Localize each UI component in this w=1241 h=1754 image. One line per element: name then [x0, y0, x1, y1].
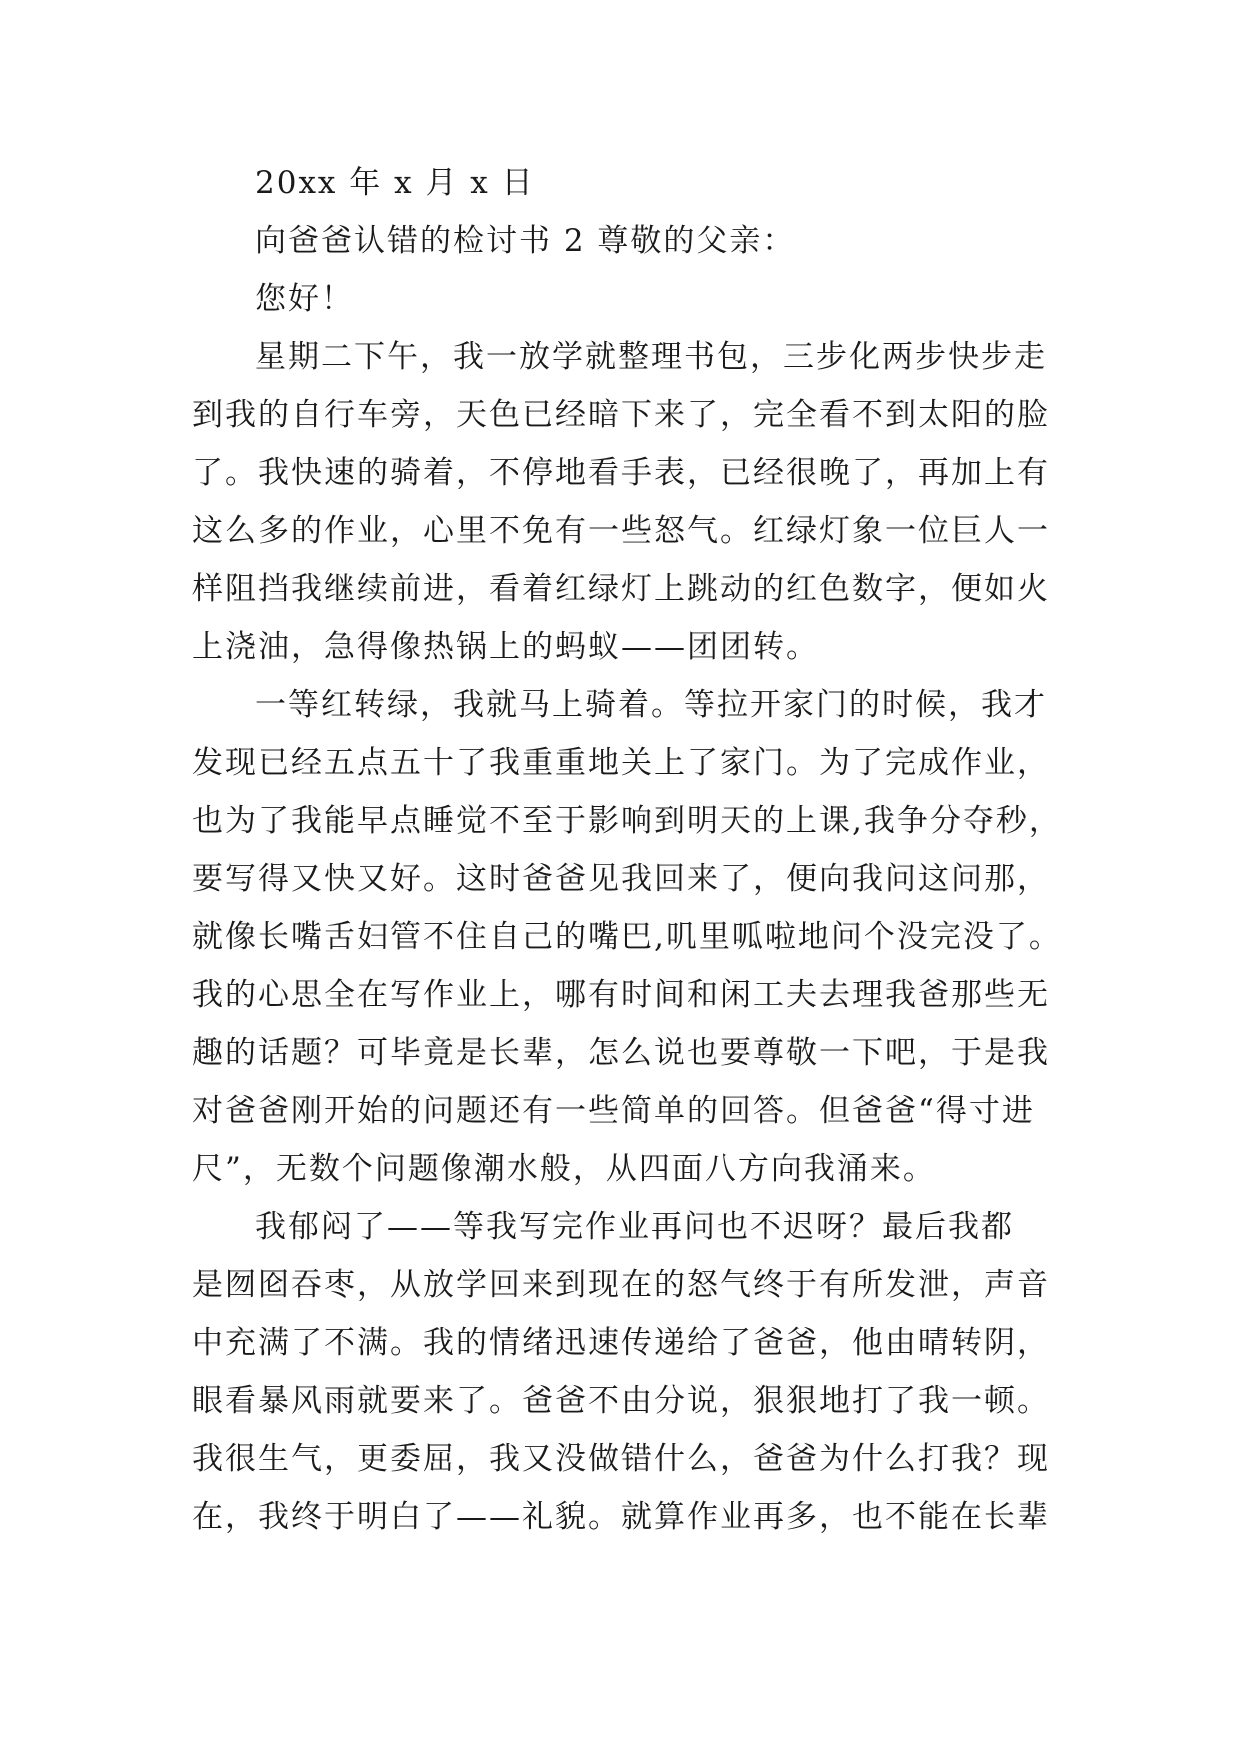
text-line: 眼看暴风雨就要来了。爸爸不由分说，狠狠地打了我一顿。 [192, 1383, 1050, 1419]
text-line: 星期二下午，我一放学就整理书包，三步化两步快步走 [255, 339, 1047, 375]
text-line: 在，我终于明白了——礼貌。就算作业再多，也不能在长辈 [192, 1499, 1050, 1535]
text-line: 就像长嘴舌妇管不住自己的嘴巴,叽里呱啦地问个没完没了。 [192, 919, 1062, 955]
text-line: 到我的自行车旁，天色已经暗下来了，完全看不到太阳的脸 [192, 397, 1050, 433]
text-line: 我的心思全在写作业上，哪有时间和闲工夫去理我爸那些无 [192, 977, 1050, 1013]
text-line: 趣的话题？可毕竟是长辈，怎么说也要尊敬一下吧，于是我 [192, 1035, 1050, 1071]
text-line: 我郁闷了——等我写完作业再问也不迟呀？最后我都 [255, 1209, 1014, 1245]
text-line: 尺”，无数个问题像潮水般，从四面八方向我涌来。 [192, 1151, 936, 1187]
paragraph-1 [192, 328, 1052, 676]
paragraph-2 [192, 676, 1062, 1198]
text-line: 中充满了不满。我的情绪迅速传递给了爸爸，他由晴转阴， [192, 1325, 1050, 1361]
text-line: 发现已经五点五十了我重重地关上了家门。为了完成作业， [192, 745, 1050, 781]
text-line: 也为了我能早点睡觉不至于影响到明天的上课,我争分夺秒， [192, 803, 1062, 839]
paragraph-3 [192, 1198, 1052, 1546]
text-line: 对爸爸刚开始的问题还有一些简单的回答。但爸爸“得寸进 [192, 1093, 1035, 1129]
text-line: 这么多的作业，心里不免有一些怒气。红绿灯象一位巨人一 [192, 513, 1050, 549]
document-body [192, 154, 1062, 1546]
text-line: 上浇油，急得像热锅上的蚂蚁——团团转。 [192, 629, 819, 665]
text-line: 我很生气，更委屈，我又没做错什么，爸爸为什么打我？现 [192, 1441, 1050, 1477]
date-line: 20xx 年 x 月 x 日 [255, 165, 535, 201]
letter-heading: 向爸爸认错的检讨书 2 尊敬的父亲： [255, 223, 796, 259]
text-line: 样阻挡我继续前进，看着红绿灯上跳动的红色数字，便如火 [192, 571, 1050, 607]
text-line: 了。我快速的骑着，不停地看手表，已经很晚了，再加上有 [192, 455, 1050, 491]
text-line: 要写得又快又好。这时爸爸见我回来了，便向我问这问那， [192, 861, 1050, 897]
text-line: 一等红转绿，我就马上骑着。等拉开家门的时候，我才 [255, 687, 1047, 723]
greeting: 您好！ [255, 281, 354, 317]
text-line: 是囫囵吞枣，从放学回来到现在的怒气终于有所发泄，声音 [192, 1267, 1050, 1303]
